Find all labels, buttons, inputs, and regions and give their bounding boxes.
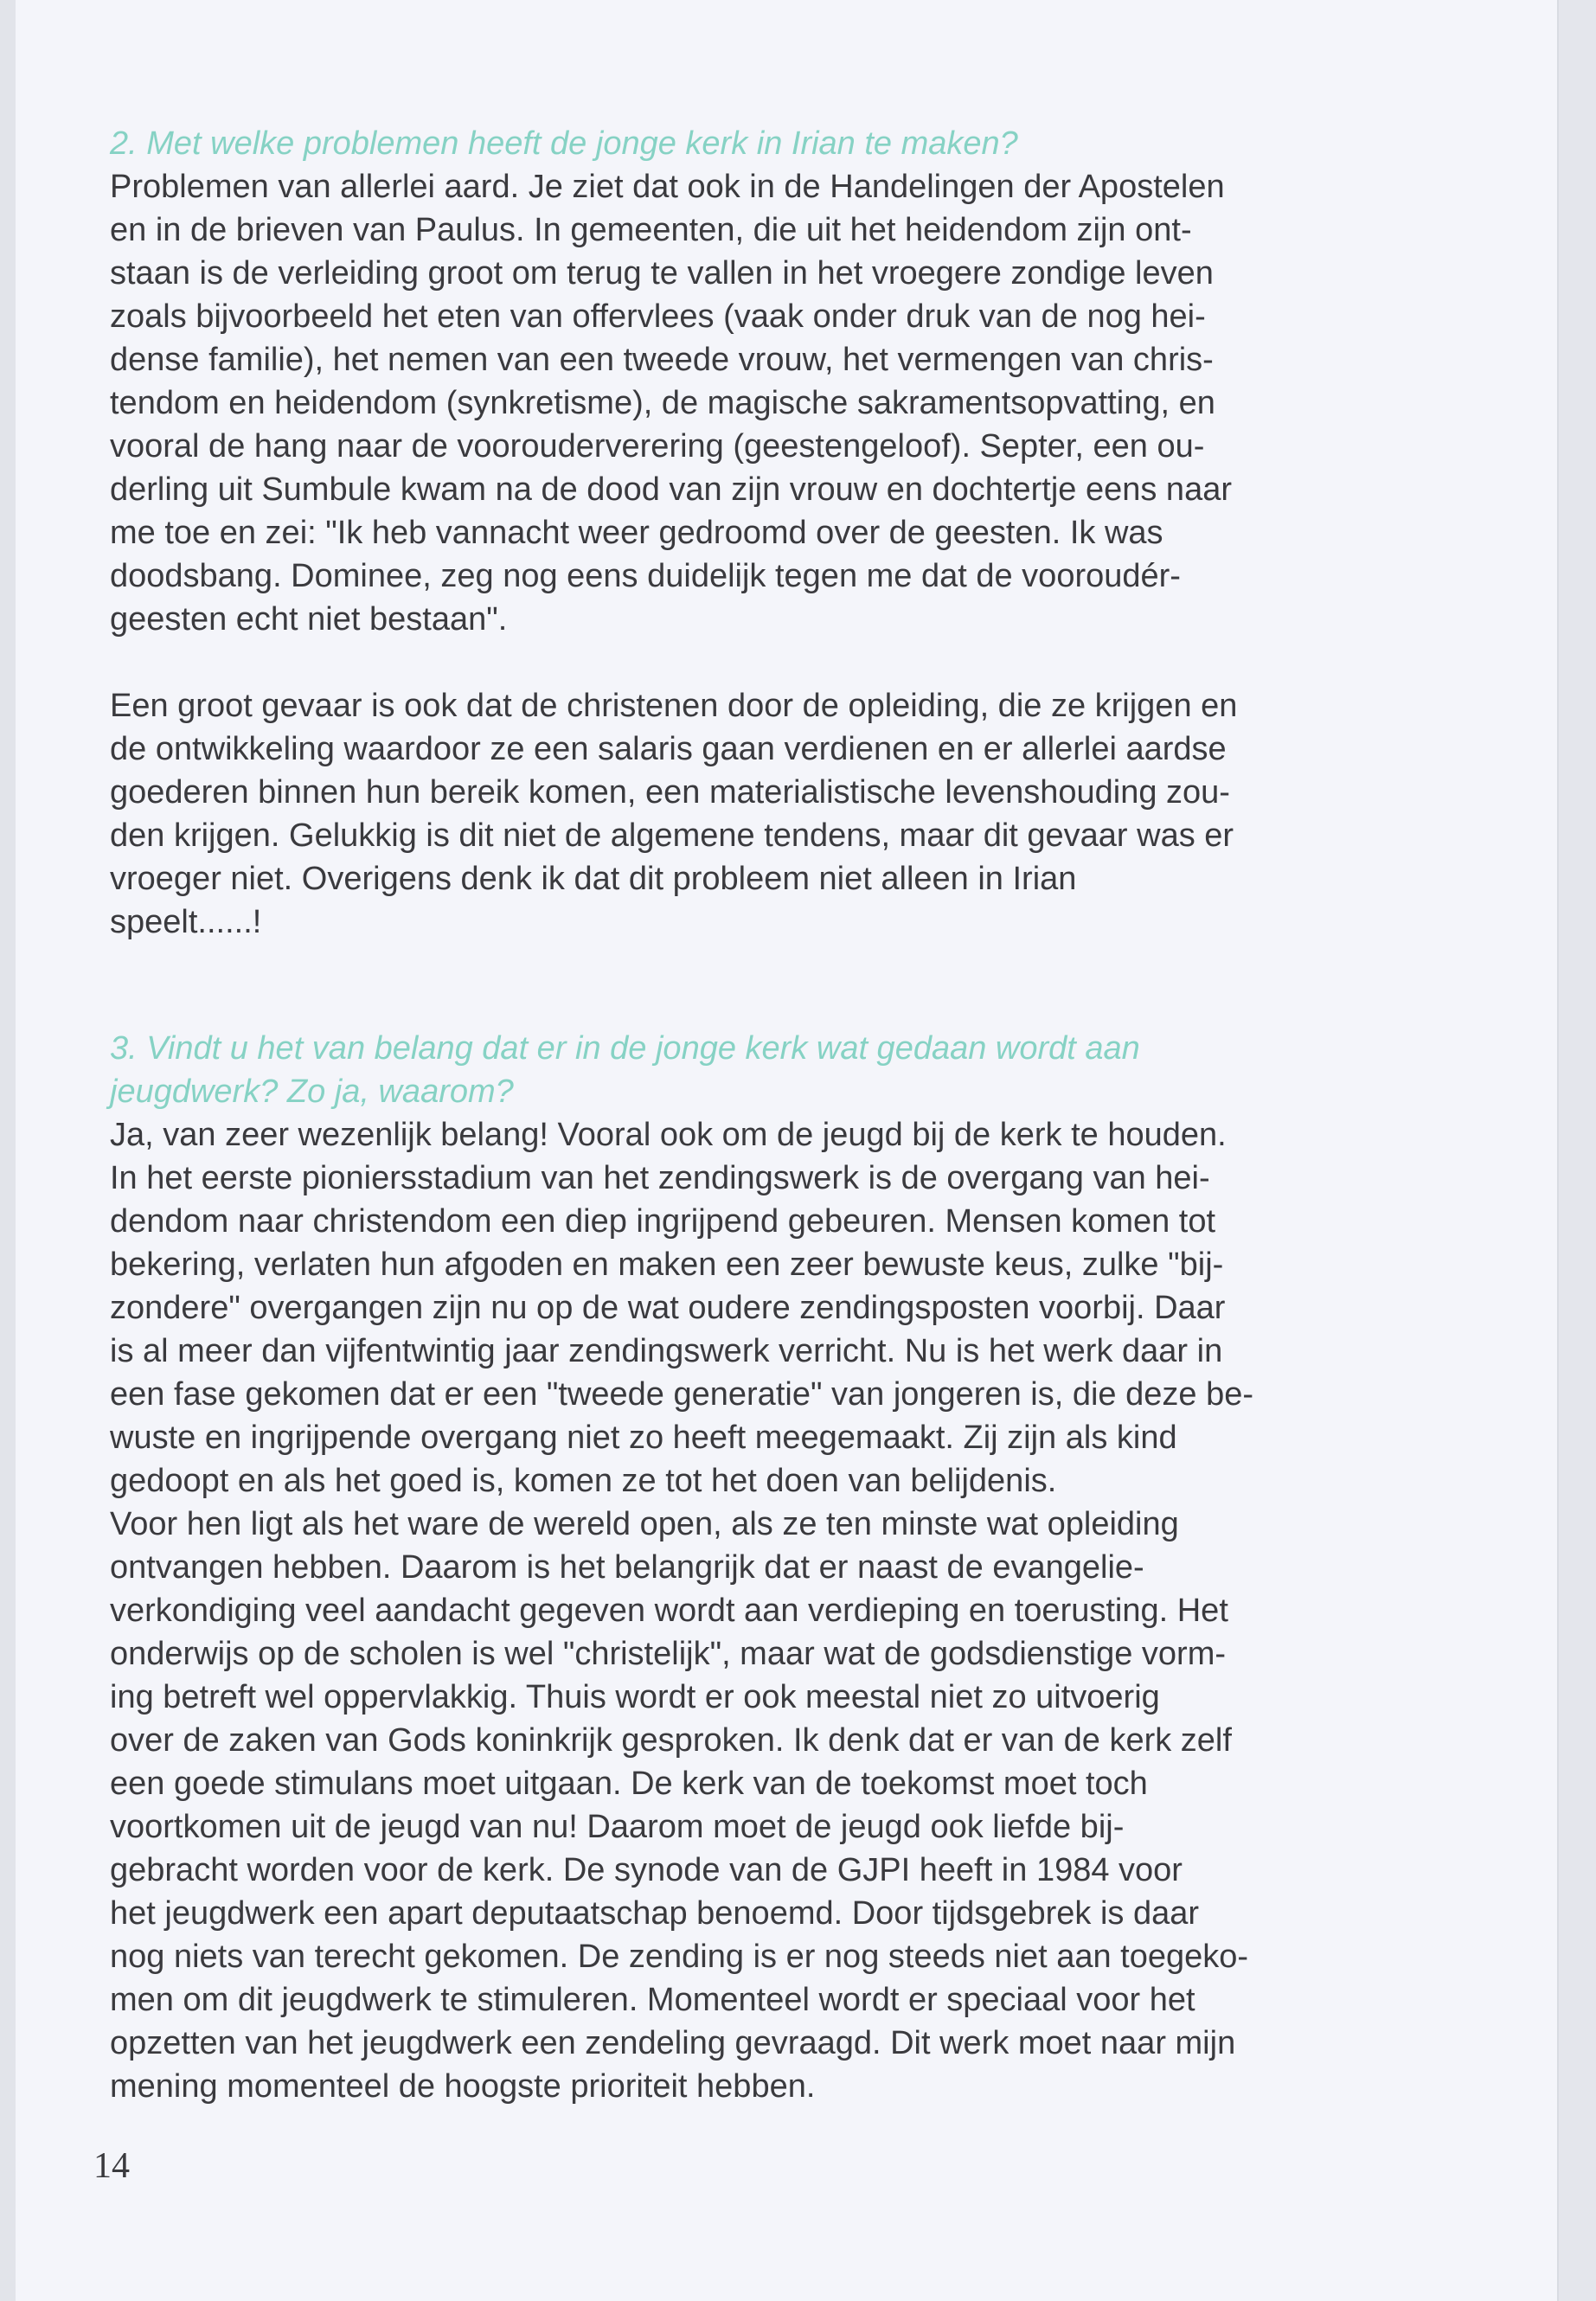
text-line: is al meer dan vijfentwintig jaar zendingswerk verricht. Nu is het werk daar in: [110, 1333, 1223, 1369]
page-number: 14: [93, 2146, 130, 2186]
text-line: ontvangen hebben. Daarom is het belangrijk dat er naast de evangelie-: [110, 1549, 1144, 1586]
text-line: doodsbang. Dominee, zeg nog eens duidelijk tegen me dat de vooroudér-: [110, 558, 1181, 594]
text-line: staan is de verleiding groot om terug te vallen in het vroegere zondige leven: [110, 255, 1214, 292]
text-line: den krijgen. Gelukkig is dit niet de algemene tendens, maar dit gevaar was er: [110, 817, 1234, 854]
text-line: derling uit Sumbule kwam na de dood van zijn vrouw en dochtertje eens naar: [110, 471, 1232, 508]
text-line: onderwijs op de scholen is wel "christelijk", maar wat de godsdienstige vorm-: [110, 1636, 1226, 1672]
text-line: opzetten van het jeugdwerk een zendeling gevraagd. Dit werk moet naar mijn: [110, 2025, 1236, 2061]
text-line: bekering, verlaten hun afgoden en maken een zeer bewuste keus, zulke "bij-: [110, 1247, 1224, 1283]
text-line: vroeger niet. Overigens denk ik dat dit probleem niet alleen in Irian: [110, 861, 1077, 897]
text-line: dense familie), het nemen van een tweede vrouw, het vermengen van chris-: [110, 342, 1214, 378]
question-heading: [110, 1027, 1459, 1113]
section-3: [110, 1027, 1459, 2108]
text-line: zoals bijvoorbeeld het eten van offervlees (vaak onder druk van de nog hei-: [110, 298, 1206, 335]
question-line: 2. Met welke problemen heeft de jonge kerk in Irian te maken?: [110, 125, 1018, 162]
text-line: Een groot gevaar is ook dat de christenen door de opleiding, die ze krijgen en: [110, 688, 1238, 724]
text-line: verkondiging veel aandacht gegeven wordt aan verdieping en toerusting. Het: [110, 1593, 1228, 1629]
paragraph: [110, 684, 1459, 944]
text-line: tendom en heidendom (synkretisme), de magische sakramentsopvatting, en: [110, 385, 1215, 421]
paragraph: [110, 1113, 1459, 2108]
section-2-paragraph-2: [110, 684, 1459, 944]
text-line: goederen binnen hun bereik komen, een materialistische levenshouding zou-: [110, 774, 1230, 811]
text-line: gebracht worden voor de kerk. De synode van de GJPI heeft in 1984 voor: [110, 1852, 1183, 1888]
text-line: dendom naar christendom een diep ingrijpend gebeuren. Mensen komen tot: [110, 1203, 1216, 1240]
text-line: voortkomen uit de jeugd van nu! Daarom moet de jeugd ook liefde bij-: [110, 1809, 1125, 1845]
question-line: jeugdwerk? Zo ja, waarom?: [110, 1074, 514, 1110]
scan-left-margin: [0, 0, 16, 2301]
text-line: mening momenteel de hoogste prioriteit hebben.: [110, 2068, 816, 2105]
text-line: men om dit jeugdwerk te stimuleren. Momenteel wordt er speciaal voor het: [110, 1982, 1195, 2018]
paragraph: [110, 165, 1459, 641]
text-line: Voor hen ligt als het ware de wereld open, als ze ten minste wat opleiding: [110, 1506, 1179, 1542]
text-line: gedoopt en als het goed is, komen ze tot het doen van belijdenis.: [110, 1463, 1057, 1499]
text-line: en in de brieven van Paulus. In gemeenten, die uit het heidendom zijn ont-: [110, 212, 1192, 248]
text-line: ing betreft wel oppervlakkig. Thuis wordt er ook meestal niet zo uitvoerig: [110, 1679, 1160, 1715]
text-line: over de zaken van Gods koninkrijk gesproken. Ik denk dat er van de kerk zelf: [110, 1722, 1232, 1759]
text-line: het jeugdwerk een apart deputaatschap benoemd. Door tijdsgebrek is daar: [110, 1895, 1200, 1932]
text-line: wuste en ingrijpende overgang niet zo heeft meegemaakt. Zij zijn als kind: [110, 1420, 1177, 1456]
text-line: een goede stimulans moet uitgaan. De kerk van de toekomst moet toch: [110, 1766, 1148, 1802]
text-line: Problemen van allerlei aard. Je ziet dat ook in de Handelingen der Apostelen: [110, 169, 1225, 205]
text-line: zondere" overgangen zijn nu op de wat oudere zendingsposten voorbij. Daar: [110, 1290, 1226, 1326]
text-line: me toe en zei: "Ik heb vannacht weer gedroomd over de geesten. Ik was: [110, 515, 1163, 551]
text-line: Ja, van zeer wezenlijk belang! Vooral ook om de jeugd bij de kerk te houden.: [110, 1117, 1227, 1153]
text-line: speelt......!: [110, 904, 262, 940]
question-heading: [110, 122, 1459, 165]
text-line: In het eerste pioniersstadium van het zendingswerk is de overgang van hei-: [110, 1160, 1210, 1196]
text-line: nog niets van terecht gekomen. De zending is er nog steeds niet aan toegeko-: [110, 1939, 1249, 1975]
text-line: geesten echt niet bestaan".: [110, 601, 508, 638]
section-2: [110, 122, 1459, 641]
text-line: vooral de hang naar de voorouderverering (geestengeloof). Septer, een ou-: [110, 428, 1205, 465]
text-line: een fase gekomen dat er een "tweede generatie" van jongeren is, die deze be-: [110, 1376, 1253, 1413]
text-line: de ontwikkeling waardoor ze een salaris gaan verdienen en er allerlei aardse: [110, 731, 1227, 767]
scan-right-edge: [1557, 0, 1596, 2301]
question-line: 3. Vindt u het van belang dat er in de jonge kerk wat gedaan wordt aan: [110, 1030, 1140, 1067]
